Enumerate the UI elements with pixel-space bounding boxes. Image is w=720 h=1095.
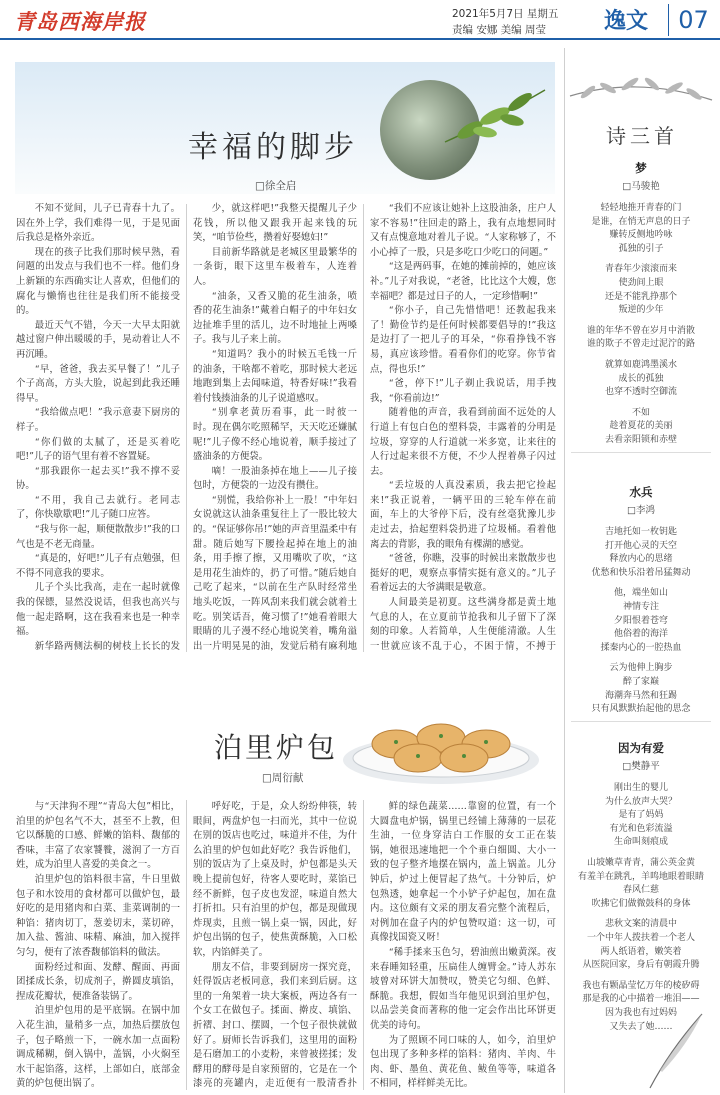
article-title: 泊里炉包 [214, 731, 339, 764]
paragraph: “你们做的太腻了，还是买着吃吧!”儿子的语气里有着不容置疑。 [16, 436, 180, 463]
poem-line: 他，端坐如山 [613, 588, 668, 599]
poem-line: 只有风默默抬起他的思念 [591, 704, 691, 715]
article-author: □徐全启 [255, 180, 297, 192]
page-number: 07 [668, 4, 718, 36]
poem-line: 为什么放声大哭？ [604, 796, 677, 807]
poem-line: 刚出生的婴儿 [613, 783, 668, 793]
poem-line: 还是不能乳挣那个 [604, 291, 677, 302]
poem-author: □樊静平 [622, 761, 660, 772]
column-divider [186, 800, 187, 1090]
column-divider [186, 204, 187, 652]
poem-line: 优愁和快乐沿着吊猛舞动 [591, 567, 691, 578]
newspaper-logo: 青岛西海岸报 [14, 9, 146, 34]
poem-line: 春风仁慈 [622, 885, 659, 896]
paragraph: 少，就这样吧!”我整天提醒儿子少花钱，所以他又跟我开起来钱的玩笑，“咱节俭些，攒着好娶媳妇!” [193, 203, 357, 244]
poem-line: 山坡嫩草青青，蒲公英金黄 [586, 858, 695, 868]
issue-date: 2021年5月7日 星期五 [452, 8, 559, 20]
paragraph: “知道吗？我小的时候五毛钱一斤的油条，干啥都不着吃，那时候大老远地跑到集上去闻味道，特香好味!”我看着付钱揍油条的儿子说道感叹。 [193, 348, 357, 404]
paragraph: “我给做点吧！”我示意妻下厨房的样子。 [16, 407, 180, 433]
editor-credits: 责编 安娜 美编 周莹 [452, 24, 547, 36]
poem-divider [571, 721, 711, 722]
paragraph: “你小子，自己先惜惜吧！还教起我来了！勤俭节约是任何时候都要倡导的!”我这是边打了一把儿子的耳朵，“你看挣钱不容易，真应该珍惜。看看你们的吃穿。你节省点，得也乐!” [370, 305, 556, 375]
article-column-1 [16, 800, 180, 1092]
poem-line: 揉秦内心的一腔热血 [600, 642, 682, 653]
paragraph: “丢垃圾的人真没素质，我去把它捡起来!”我正说着，一辆平田的三轮车停在前面，车上的大爷停下后，没有丝毫犹豫儿步走过去，拾起塑料袋扔进了垃圾桶。看着他离去的背影，我的眼角有棵湖的感觉。 [370, 480, 556, 550]
paragraph: “油条，又香又脆的花生油条，喷香的花生油条!”戴着白帽子的中年妇女边扯堆手里的活儿，边不时地扯上两嗓子。我与儿子来上前。 [193, 290, 357, 346]
poem-line: 谁的欺子不曾走过泥泞的路 [586, 339, 695, 350]
paragraph: 目前新华路就是老城区里最繁华的一条街，眼下这里车极着车，人连着人。 [193, 246, 357, 287]
paragraph: 鲜的绿色蔬菜……靠窗的位置，有一个大圆盘电炉锅，锅里已经铺上薄薄的一层花生油，一位身穿洁白工作服的女工正在装锅，她很迅速地把一个个垂白细圆、大小一致的包子整齐地摆在锅内，盖上锅盖。儿分钟后，炉过上便冒起了热气。十分钟后，炉包熟透，她拿起一个小铲子炉起包，加在盘内。这位颇有文采的朋友看完整个流程后，对例加在盘子内的炉包赞叹道：这一切，可真像找国瓷又呀！ [370, 801, 556, 944]
poem-line: 谁的年华不曾在岁月中消散 [586, 325, 695, 336]
paragraph: “这是两码事，在她的摊前掉的，她应该补。”儿子对我说，“老爸，比比这个大嫂，您幸福吧？都是过日子的人，一定珍惜啊!” [370, 261, 556, 302]
poem-title: 因为有爱 [618, 741, 664, 755]
poem-line: 也穿不透时空御流 [604, 387, 677, 398]
fried-bun-illustration [336, 698, 546, 790]
poem-line: 不如 [631, 407, 650, 418]
poem-line: 醉了家巅 [622, 677, 659, 687]
poem-line: 就算如鹿鸿墨溪水 [604, 360, 677, 370]
poem-line: 成长的孤独 [618, 373, 664, 384]
paragraph: “真是的，好吧!”儿子有点勉强，但不得不同意我的要求。 [16, 553, 180, 579]
poem-line: 是有了妈妈 [618, 810, 664, 821]
poem-line: 海潮奔马然和狂踢 [604, 690, 677, 701]
paragraph: 呼好吃，于是，众人纷纷伸筷，转眼间，两盘炉包一扫而光，其中一位说在别的饭店也吃过，味道并不佳，为什么泊里的炉包如此好吃？我告诉他们，别的饭店为了上桌及时，炉包都是头天晚上提前包好，待客人要吃时，菜馅已经不新鲜，包子皮也发涩，味道自然大打折扣。只有泊里的炉包，都是现做现炸现卖，且煎一锅上桌一锅，因此，好炉包出锅的包子，使焦黄酥脆，入口松软，内馅鲜美了。 [193, 801, 357, 958]
poem-line: 趁着夏花的美丽 [609, 421, 673, 432]
poem-line: 叛逆的少年 [618, 305, 664, 316]
poem-line: 因为我也有过妈妈 [604, 1008, 677, 1018]
poem-line: 夕阳恨着苍穹 [613, 615, 668, 626]
article-column-2 [193, 202, 357, 654]
paragraph: 儿子个头比我高，走在一起时就像我的保镖，显然没说话，但我也高兴与他一起走路啊，这在我看来也是一种幸福。 [16, 582, 180, 638]
paragraph: “稀手揉来玉色匀，碧油煎出嫩黄深。夜来春睡知轻重，压扁佳人缠臂金。”诗人苏东坡曾对环饼大加赞叹，赞美它匀细、色鲜、酥脆。我想，假如当年他见识到泊里炉包，以品尝美食而著称的他一定会作出比环饼更优美的诗句。 [370, 946, 556, 1031]
section-name: 逸文 [604, 9, 649, 34]
paragraph: 不知不觉间，儿子已青春十九了。因在外上学，我们难得一见，于是见面后我总是格外亲近。 [16, 203, 180, 244]
poem-line: 使劲间上眼 [618, 278, 664, 288]
poem-line: 神情专注 [622, 602, 659, 612]
article-column-1 [16, 202, 180, 654]
poem-line: 那是我的心中描着一堆泪—— [582, 994, 700, 1005]
poem-line: 一个中年人拨扶着一个老人 [586, 933, 695, 943]
paragraph: 最近天气不错，今天一大早太阳就越过窗户伸出暖暖的手，晃动着让人不再沉睡。 [16, 319, 180, 360]
poem-line: 赚转反侧地吟咏 [609, 230, 673, 241]
poem-line: 青春年少滚滚而来 [604, 264, 677, 275]
paragraph: 朋友不信，非要到厨房一探究竟，妊得饭店老板同意，我们来到后厨。这里的一角架着一块大案板，两边各有一个女工在做包子。揉面、擀皮、填馅、折褶、封口、摆圆，一个包子很快就做好了。厨师长告诉我们，这里用的面粉是石磨加工的小麦粉，来曾被搓揉；发酵用的酵母是自家预留的，它是在一个漆亮的亮罐内，走近便有一股清香扑 [193, 961, 357, 1090]
sidebar-heading: 诗三首 [606, 124, 678, 148]
poem-line: 他俗着的海洋 [613, 629, 668, 640]
paragraph: “爸爸，你瞧，没事的时候出来散散步也挺好的吧，观察点事情实挺有意义的。”儿子看着远去的大爷满眼是敬意。 [370, 553, 556, 594]
poem-line: 吹拂它们做微鼓科的身体 [591, 898, 691, 909]
poem-line: 释放内心的思绪 [609, 554, 673, 565]
poem-line: 我也有颗晶莹忆万年的棱矽碍 [582, 980, 700, 991]
paragraph: 人间最美是初夏。这些满身都是黄土地气息的人，在立夏前节抢我和儿子留下了深刻的印象。人若简单，人生便能清澈。人生一世就应该不乱于心，不困于情，不搏于 [370, 597, 556, 652]
paragraph: 随着他的声音，我看到前面不远处的人行道上有包白色的塑料袋，丰露着的分明是垃圾，穿穿的人行道就一米多宽，让来往的人行过起来很不方便，不少人捏着鼻子闪过去。 [370, 407, 556, 477]
paragraph: “别慌，我给你补上一股！”中年妇女说就这认油条重复往上了一股比较大的。“保证够你吊!”她的声音里温柔中有甜。随后她写下腰捡起掉在地上的油条，用手擦了擦，又用嘴吹了吹，“这是用花生油炸的，扔了可惜。”随后她自己吃了起来，“以前在生产队时经常坐地头吃饭，一阵风刮来我们就会就着土吃。别笑话吾，俺习惯了!”她看着眼大眼睛的儿子漫不经心地说笑着，嘴角溢出一片明晃晃的油，发觉后稍有麻利地 [193, 494, 357, 652]
poem-line: 云为他伸上胸步 [609, 663, 673, 674]
paragraph: 面粉经过和面、发酵、醒面、再面团揉成长条，切成剂子，擀圆皮填馅，捏成花瓣状，便准备装锅了。 [16, 961, 180, 1002]
poem-divider [571, 452, 711, 453]
poem-line: 悲秋文案的清晨中 [604, 919, 677, 930]
poem-line: 又失去了她…… [609, 1021, 673, 1032]
leaf-illustration-icon [440, 82, 550, 152]
poem-line: 孤独的引子 [618, 243, 664, 254]
poem-line: 从医院回家，身后有朝霞升腾 [582, 960, 700, 971]
article-author: □周衍献 [262, 772, 304, 784]
paragraph: 泊里炉包的馅料很丰富，牛日里做包子和水饺用的食材都可以做炉包，最好吃的是用猪肉和白菜、韭菜调制的一种馅：猪肉切丁，葱姜切末，菜切碎，加入盐、酱油、味精、麻油，加入搅拌匀匀，便有了浓香馥郁馅料的做法。 [16, 873, 180, 958]
poem-line: 打开他心灵的天空 [604, 540, 677, 551]
article-column-3 [370, 202, 556, 654]
column-divider [363, 204, 364, 652]
paragraph: 泊里炉包用的是平底锅。在锅中加入花生油，量稍多一点，加热后摆放包子，包子略煎一下，一碗水加一点面粉调成稀糊，倒入锅中，盖锅，小火焖至水干起馅落，这样，上部如白，底部金黄的炉包便出锅了。 [16, 1005, 180, 1090]
paragraph: 为了照顾不同口味的人，如今，泊里炉包出现了多种多样的馅料：猪肉、羊肉、牛肉、虾、墨鱼、黄花鱼、鲅鱼等等，味道各不相同，样样鲜美无比。 [370, 1034, 556, 1090]
poem-line: 吉地托如一枚钥匙 [604, 527, 677, 537]
poem-line: 有羞羊在跳乳，羊鸣地眼着眼睛 [577, 871, 704, 882]
branch-illustration-icon [568, 66, 714, 122]
poem-line: 去看亲阳锁和赤壁 [604, 435, 677, 445]
paragraph: “我与你一起，顺便散散步!”我的口气也是不老无商量。 [16, 524, 180, 550]
paragraph: “不用，我自己去就行。老同志了，你快歇歇吧!”儿子随口应答。 [16, 494, 180, 521]
poem-line: 两人纸语着，嫩笑着 [600, 946, 682, 957]
poem-line: 有光和色彩流溢 [609, 823, 673, 834]
paragraph: 现在的孩子比我们那时候早熟，看问题的出发点与我们也不一样。他们身上新颖的东西确实让人喜欢，但他们的腐化与懒惰也往往是我们所不能接受的。 [16, 246, 180, 317]
paragraph: 与“天津狗不理”“青岛大包”相比，泊里的炉包名气不大，甚至不上教，但它以酥脆的口感、鲜嫩的馅料、馥郁的香味，丰富了农家饕餮，滋润了一方百姓，成为泊里人喜爱的美食之一。 [16, 801, 180, 871]
poem-line: 生命叫刻痕成 [613, 837, 668, 848]
paragraph: 新华路两侧法桐的树枝上长长的发 [34, 640, 180, 652]
paragraph: “那我跟你一起去买!”我不撑不妥协。 [16, 465, 180, 492]
article-column-3 [370, 800, 556, 1092]
feather-pen-icon [640, 1010, 710, 1090]
poetry-sidebar [564, 48, 716, 1093]
poem-author: □李鸿 [627, 505, 655, 516]
article-column-2 [193, 800, 357, 1092]
poem-line: 是谁，在悄无声息的日子 [591, 216, 691, 227]
paragraph: “我们不应该让她补上这股油条，庄户人家不容易!”往回走的路上，我有点地想同时又有点愧意地对着儿子说。“人家称够了，不小心掉了一股，只是多吃口少吃口的问题。” [370, 203, 556, 258]
article-title: 幸福的脚步 [188, 130, 358, 165]
paragraph: “早，爸爸，我去买早餐了！”儿子个子高高，方头大脸，说起到此我还睡得早。 [16, 363, 180, 404]
paragraph: 嘀！一股油条掉在地上——儿子接包时，方便袋的一边没有攒住。 [193, 465, 357, 492]
poem-title: 水兵 [629, 485, 653, 499]
paragraph: “爸，停下!”儿子剃止我说话，用手拽我，“你看前边!” [370, 378, 556, 404]
poem-author: □马骏艳 [622, 181, 660, 192]
paragraph: “别拿老黄历看事，此一时彼一时。现在偶尔吃照稀罕，天天吃还嫌腻呢!”儿子像不经心地说着，顺手接过了盛油条的方便袋。 [193, 407, 357, 463]
poem-title: 梦 [635, 161, 647, 175]
poem-line: 轻轻地推开青春的门 [600, 203, 682, 213]
column-divider [363, 800, 364, 1090]
